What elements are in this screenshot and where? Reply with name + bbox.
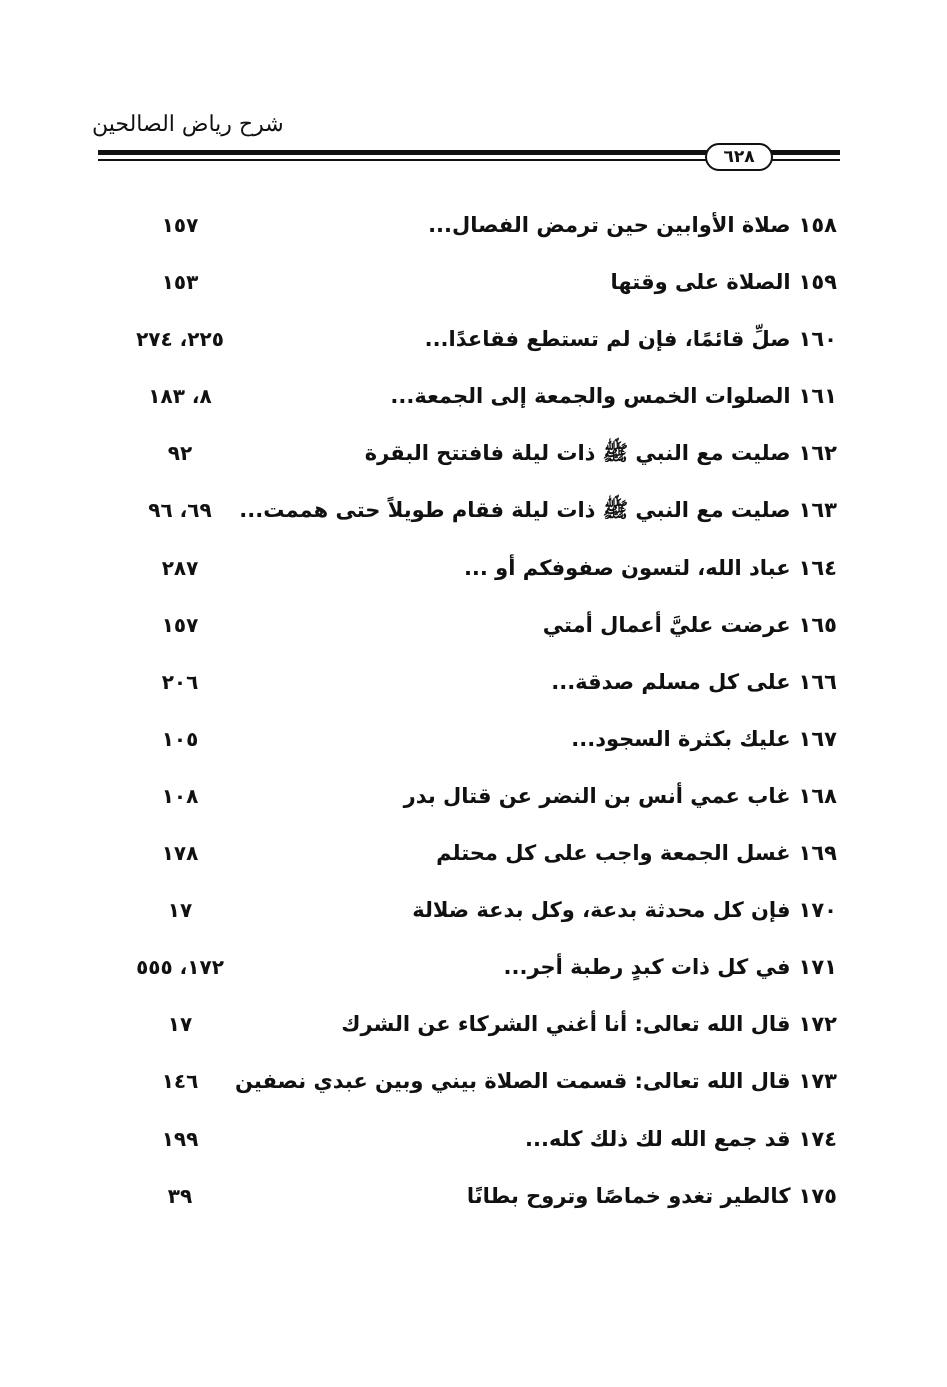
- entry-number: ١٦٧: [798, 726, 837, 751]
- page-number: ٦٢٨: [705, 143, 773, 171]
- entry-pages: ١٥٧: [161, 612, 199, 637]
- entry-number: ١٦٢: [798, 441, 837, 466]
- entry-number: ١٧٠: [798, 898, 837, 923]
- entry-number: ١٦٣: [798, 498, 837, 523]
- entry-pages: ١٩٩: [161, 1126, 199, 1151]
- index-row: [0, 653, 947, 710]
- entry-pages: ١٤٦: [161, 1069, 199, 1094]
- entry-number: ١٦٨: [798, 783, 837, 808]
- entry-text: على كل مسلم صدقة...: [551, 669, 791, 694]
- entry-pages: ١٠٨: [161, 783, 199, 808]
- entry-text: قد جمع الله لك ذلك كله...: [525, 1126, 791, 1151]
- index-row: [0, 481, 947, 538]
- index-entry: [390, 381, 837, 411]
- entry-number: ١٧٥: [798, 1183, 837, 1208]
- index-entry: [611, 267, 837, 297]
- index-entry: [464, 553, 837, 583]
- entry-pages: ٨، ١٨٣: [148, 384, 212, 409]
- index-entry: [365, 438, 837, 468]
- entry-text: صلاة الأوابين حين ترمض الفصال...: [428, 213, 791, 237]
- index-row: [0, 196, 947, 253]
- entry-number: ١٧٢: [798, 1012, 837, 1037]
- entry-pages: ١٠٥: [161, 726, 199, 751]
- index-row: [0, 596, 947, 653]
- index-row: [0, 424, 947, 481]
- entry-text: في كل ذات كبدٍ رطبة أجر...: [503, 955, 791, 980]
- entry-pages: ٩٢: [167, 441, 193, 466]
- entry-pages: ١٧: [167, 1012, 193, 1037]
- entry-text: غاب عمي أنس بن النضر عن قتال بدر: [403, 783, 791, 808]
- entry-number: ١٦٠: [798, 327, 837, 352]
- index-row: [0, 367, 947, 424]
- index-row: [0, 824, 947, 881]
- index-entry: [404, 781, 837, 811]
- entry-pages: ٣٩: [167, 1183, 193, 1208]
- index-entry: [467, 1181, 837, 1211]
- entry-text: فإن كل محدثة بدعة، وكل بدعة ضلالة: [412, 898, 791, 923]
- entry-pages: ١٧: [167, 898, 193, 923]
- entry-pages: ٦٩، ٩٦: [148, 498, 212, 523]
- entry-text: كالطير تغدو خماصًا وتروح بطانًا: [466, 1183, 791, 1208]
- entry-text: صليت مع النبي ﷺ ذات ليلة فافتتح البقرة: [364, 441, 791, 466]
- index-row: [0, 1052, 947, 1109]
- entry-number: ١٧٤: [798, 1126, 837, 1151]
- index-entry: [571, 724, 837, 754]
- entry-pages: ٢٨٧: [161, 555, 199, 580]
- entry-number: ١٧١: [798, 955, 837, 980]
- index-entry: [551, 667, 837, 697]
- entry-pages: ١٧٢، ٥٥٥: [136, 955, 224, 980]
- entry-text: عليك بكثرة السجود...: [571, 726, 791, 751]
- entry-pages: ١٥٧: [161, 213, 199, 237]
- entry-text: صلِّ قائمًا، فإن لم تستطع فقاعدًا...: [424, 327, 791, 352]
- entry-number: ١٥٨: [798, 213, 837, 237]
- index-entry: [504, 952, 837, 982]
- entry-number: ١٦٩: [798, 841, 837, 866]
- page-header: [0, 0, 947, 200]
- entry-text: قال الله تعالى: أنا أغني الشركاء عن الشرك: [341, 1012, 791, 1037]
- entry-text: عباد الله، لتسون صفوفكم أو ...: [463, 555, 791, 580]
- entry-text: الصلاة على وقتها: [610, 270, 791, 295]
- entry-number: ١٦٥: [798, 612, 837, 637]
- book-title: شرح رياض الصالحين: [92, 112, 284, 137]
- entry-number: ١٦٦: [798, 669, 837, 694]
- index-row: [0, 310, 947, 367]
- index-entry: [341, 1009, 837, 1039]
- hadith-index-list: [0, 196, 947, 1224]
- index-entry: [543, 610, 837, 640]
- index-row: [0, 938, 947, 995]
- entry-number: ١٦١: [798, 384, 837, 409]
- index-entry: [239, 495, 837, 525]
- entry-pages: ١٥٣: [161, 270, 199, 295]
- entry-pages: ٢٢٥، ٢٧٤: [136, 327, 224, 352]
- index-row: [0, 881, 947, 938]
- index-row: [0, 1167, 947, 1224]
- index-entry: [412, 895, 837, 925]
- entry-number: ١٧٣: [798, 1069, 837, 1094]
- entry-text: غسل الجمعة واجب على كل محتلم: [436, 841, 791, 866]
- entry-number: ١٦٤: [798, 555, 837, 580]
- index-entry: [425, 324, 837, 354]
- index-entry: [428, 210, 837, 240]
- entry-pages: ١٧٨: [161, 841, 199, 866]
- entry-text: قال الله تعالى: قسمت الصلاة بيني وبين عبدي نصفين: [234, 1069, 791, 1094]
- index-entry: [235, 1066, 837, 1096]
- index-row: [0, 1110, 947, 1167]
- index-row: [0, 710, 947, 767]
- entry-text: صليت مع النبي ﷺ ذات ليلة فقام طويلاً حتى هممت...: [239, 498, 791, 523]
- entry-pages: ٢٠٦: [161, 669, 199, 694]
- index-row: [0, 995, 947, 1052]
- entry-text: الصلوات الخمس والجمعة إلى الجمعة...: [390, 384, 791, 409]
- entry-number: ١٥٩: [798, 270, 837, 295]
- index-row: [0, 253, 947, 310]
- index-entry: [436, 838, 837, 868]
- index-row: [0, 539, 947, 596]
- index-entry: [525, 1124, 837, 1154]
- entry-text: عرضت عليَّ أعمال أمتي: [542, 612, 791, 637]
- index-row: [0, 767, 947, 824]
